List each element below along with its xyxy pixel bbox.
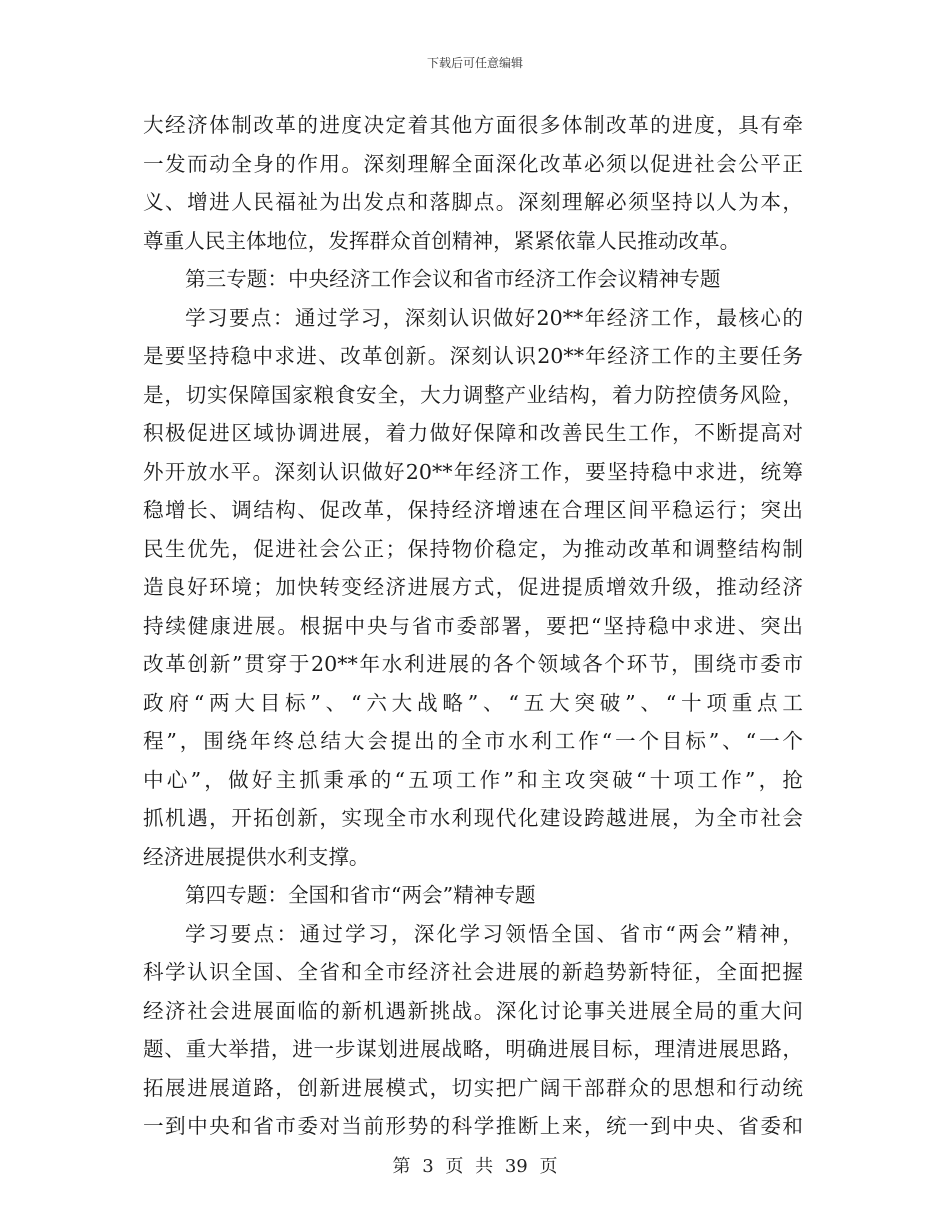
paragraph-line: 经济社会进展面临的新机遇新挑战。深化讨论事关进展全局的重大问 <box>143 998 803 1023</box>
paragraph-line: 学习要点：通过学习，深化学习领悟全国、省市“两会”精神， <box>185 921 803 946</box>
document-body <box>143 106 803 1146</box>
paragraph-line: 改革创新”贯穿于20**年水利进展的各个领域各个环节，围绕市委市 <box>143 652 803 676</box>
paragraph-line: 积极促进区域协调进展，着力做好保障和改善民生工作，不断提高对 <box>143 421 803 445</box>
paragraph-line: 是，切实保障国家粮食安全，大力调整产业结构，着力防控债务风险， <box>143 382 803 407</box>
paragraph-line: 尊重人民主体地位，发挥群众首创精神，紧紧依靠人民推动改革。 <box>143 228 741 253</box>
paragraph-line: 大经济体制改革的进度决定着其他方面很多体制改革的进度，具有牵 <box>143 113 803 137</box>
paragraph-line: 拓展进展道路，创新进展模式，切实把广阔干部群众的思想和行动统 <box>143 1075 803 1100</box>
paragraph-line: 稳增长、调结构、促改革，保持经济增速在合理区间平稳运行；突出 <box>143 498 803 522</box>
section-heading: 第四专题：全国和省市“两会”精神专题 <box>185 883 536 907</box>
paragraph-line: 是要坚持稳中求进、改革创新。深刻认识20**年经济工作的主要任务 <box>143 344 803 368</box>
page-header: 下载后可任意编辑 <box>426 56 523 70</box>
paragraph-line: 政府“两大目标”、“六大战略”、“五大突破”、“十项重点工 <box>143 690 803 715</box>
section-heading: 第三专题：中央经济工作会议和省市经济工作会议精神专题 <box>185 267 721 291</box>
paragraph-line: 中心”，做好主抓秉承的“五项工作”和主攻突破“十项工作”，抢 <box>143 767 803 792</box>
paragraph-line: 义、增进人民福祉为出发点和落脚点。深刻理解必须坚持以人为本， <box>143 190 803 214</box>
paragraph-line: 民生优先，促进社会公正；保持物价稳定，为推动改革和调整结构制 <box>143 536 803 561</box>
paragraph-line: 造良好环境；加快转变经济进展方式，促进提质增效升级，推动经济 <box>143 575 803 599</box>
paragraph-line: 程”，围绕年终总结大会提出的全市水利工作“一个目标”、“一个 <box>143 729 803 753</box>
page-number: 第 3 页 共 39 页 <box>392 1156 558 1177</box>
paragraph-line: 抓机遇，开拓创新，实现全市水利现代化建设跨越进展，为全市社会 <box>143 806 803 830</box>
paragraph-line: 题、重大举措，进一步谋划进展战略，明确进展目标，理清进展思路， <box>143 1037 803 1061</box>
paragraph-line: 经济进展提供水利支撑。 <box>143 844 370 869</box>
paragraph-line: 外开放水平。深刻认识做好20**年经济工作，要坚持稳中求进，统筹 <box>143 459 803 484</box>
paragraph-line: 一到中央和省市委对当前形势的科学推断上来，统一到中央、省委和 <box>143 1114 803 1138</box>
paragraph-line: 学习要点：通过学习，深刻认识做好20**年经济工作，最核心的 <box>185 305 803 330</box>
paragraph-line: 科学认识全国、全省和全市经济社会进展的新趋势新特征，全面把握 <box>143 960 803 984</box>
paragraph-line: 持续健康进展。根据中央与省市委部署，要把“坚持稳中求进、突出 <box>143 613 803 638</box>
paragraph-line: 一发而动全身的作用。深刻理解全面深化改革必须以促进社会公平正 <box>143 151 803 176</box>
